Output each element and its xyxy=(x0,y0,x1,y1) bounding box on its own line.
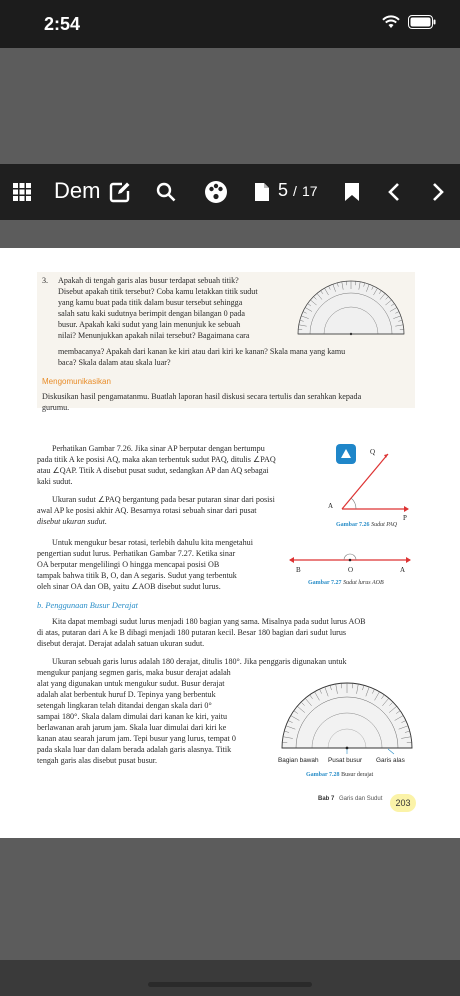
para4-line: Kita dapat membagi sudut lurus menjadi 180 bagian yang sama. Misalnya pada sudut lurus AOB xyxy=(52,617,366,626)
q3-line: Apakah di tengah garis alas busur terdapat sebuah titik? xyxy=(58,276,239,285)
para3-line: oleh sinar OA dan OB, yaitu ∠AOB disebut sudut lurus. xyxy=(37,582,221,591)
grid-icon xyxy=(12,182,32,202)
page-info-button[interactable] xyxy=(250,164,274,220)
home-indicator[interactable] xyxy=(148,982,312,987)
page-counter[interactable] xyxy=(278,180,318,201)
q3-line: salah satu kaki sudutnya berimpit dengan bilangan 0 pada xyxy=(58,309,246,318)
para5-first-line: Ukuran sebuah garis lurus adalah 180 derajat, ditulis 180°. Jika penggaris digunakan untuk xyxy=(52,657,347,666)
para1-line: kaki sudut. xyxy=(37,477,73,486)
search-button[interactable] xyxy=(150,164,182,220)
fig27-label-b: B xyxy=(296,566,301,574)
fig28-caption-number: Gambar 7.28 xyxy=(306,772,340,778)
viewer-background-top xyxy=(0,48,460,164)
para5-line: sampai 180°. Skala dalam dimulai dari kanan ke kiri, yaitu xyxy=(37,712,228,721)
edit-icon xyxy=(109,181,131,203)
page-current: 5 xyxy=(278,180,289,200)
q3-line: membacanya? Apakah dari kanan ke kiri atau dari kiri ke kanan? Skala mana yang kamu xyxy=(58,347,346,356)
para5-line: tengah garis alas disebut pusat busur. xyxy=(37,756,158,765)
fig28-label-base: Garis alas xyxy=(376,757,405,764)
status-time: 2:54 xyxy=(44,14,81,34)
para3-line: OA berputar mengelilingi O hingga mencapai posisi OB xyxy=(37,560,220,569)
palette-icon xyxy=(204,180,228,204)
protractor-small-figure xyxy=(294,276,408,338)
status-bar xyxy=(0,0,460,48)
previous-page-button[interactable] xyxy=(380,164,408,220)
pdf-page[interactable] xyxy=(0,248,460,838)
viewer-background-bottom xyxy=(0,838,460,960)
para3-line: pengertian sudut lurus. Perhatikan Gambar 7.27. Ketika sinar xyxy=(37,549,236,558)
fig28-label-bottom: Bagian bawah xyxy=(278,757,319,764)
figure-7-28-protractor xyxy=(276,668,418,770)
page-number-badge: 203 xyxy=(390,794,416,812)
status-icons xyxy=(382,15,436,29)
reading-mode-button[interactable] xyxy=(200,164,232,220)
footer-title: Garis dan Sudut xyxy=(339,796,383,802)
communicate-heading: Mengomunikasikan xyxy=(42,377,111,386)
para2-line: awal AP ke posisi akhir AQ. Besarnya rotasi sebuah sinar dari pusat xyxy=(37,506,257,515)
para5-line: berlawanan arah jarum jam. Skala luar dimulai dari kiri ke xyxy=(37,723,227,732)
q3-line: busur. Apakah kaki sudut yang lain menunjuk ke sebuah xyxy=(58,320,241,329)
para2-line: Ukuran sudut ∠PAQ bergantung pada besar putaran sinar dari posisi xyxy=(52,495,275,504)
para5-line: mengukur panjang segmen garis, maka busur derajat adalah xyxy=(37,668,231,677)
footer-chapter: Bab 7 xyxy=(318,796,335,802)
next-page-button[interactable] xyxy=(424,164,452,220)
figure-7-27 xyxy=(284,548,416,576)
fig27-caption xyxy=(308,580,384,586)
figure-7-26 xyxy=(324,442,416,524)
para5-line: setengah lingkaran telah ditandai dengan skala dari 0° xyxy=(37,701,212,710)
fig27-label-o: O xyxy=(348,566,354,574)
para4-line: disebut derajat. Derajat adalah satuan ukuran sudut. xyxy=(37,639,205,648)
fig28-caption-text: Busur derajat xyxy=(341,772,374,778)
bookmark-button[interactable] xyxy=(338,164,366,220)
para5-line: adalah alat berbentuk huruf D. Tepinya yang berbentuk xyxy=(37,690,216,699)
fig26-caption xyxy=(336,522,397,528)
page-total: 17 xyxy=(301,183,318,199)
section-heading-b: b. Penggunaan Busur Derajat xyxy=(37,601,138,610)
para3-line: tampak bahwa titik B, O, dan A segaris. Sudut yang terbentuk xyxy=(37,571,237,580)
search-icon xyxy=(156,182,176,202)
fig27-caption-number: Gambar 7.27 xyxy=(308,580,342,586)
fig28-caption xyxy=(306,772,373,778)
para3-line: Untuk mengukur besar rotasi, terlebih dahulu kita mengetahui xyxy=(52,538,253,547)
bookmark-icon xyxy=(344,182,360,202)
q3-line: baca? Skala dalam atau skala luar? xyxy=(58,358,171,367)
fig26-label-q: Q xyxy=(370,448,376,456)
fig26-label-a: A xyxy=(328,502,334,510)
para1-line: Perhatikan Gambar 7.26. Jika sinar AP berputar dengan bertumpu xyxy=(52,444,265,453)
chevron-right-icon xyxy=(431,182,445,202)
page-separator: / xyxy=(293,183,297,199)
question-number: 3. xyxy=(42,276,49,285)
viewer-background-gap xyxy=(0,220,460,248)
fig28-label-center: Pusat busur xyxy=(328,757,363,764)
fig26-label-p: P xyxy=(403,514,407,522)
communicate-text-line: gurumu. xyxy=(42,403,70,412)
grid-view-button[interactable] xyxy=(6,164,38,220)
para5-line: kanan atau searah jarum jam. Tepi busur yang lurus, tempat 0 xyxy=(37,734,236,743)
para1-line: atau ∠QAP. Titik A disebut pusat sudut, sedangkan AP dan AQ sebagai xyxy=(37,466,269,475)
chevron-left-icon xyxy=(387,182,401,202)
edit-button[interactable] xyxy=(104,164,136,220)
page-footer xyxy=(318,796,382,802)
q3-line: Disebut apakah titik tersebut? Coba kamu letakkan titik sudut xyxy=(58,287,258,296)
para5-line: alat yang digunakan untuk mengukur sudut. Busur derajat xyxy=(37,679,225,688)
para1-line: pada titik A ke posisi AQ, maka akan terbentuk sudut PAQ, ditulis ∠PAQ xyxy=(37,455,276,464)
document-icon xyxy=(254,182,270,202)
document-title[interactable]: Dem xyxy=(54,178,100,203)
fig26-caption-text: Sudut PAQ xyxy=(371,522,398,528)
fig26-caption-number: Gambar 7.26 xyxy=(336,522,370,528)
wifi-icon xyxy=(382,15,400,29)
q3-line: yang kamu buat pada titik dalam busur tersebut sehingga xyxy=(58,298,243,307)
document-toolbar xyxy=(0,164,460,220)
fig27-label-a: A xyxy=(400,566,406,574)
q3-line: nilai? Menunjukkan apakah nilai tersebut? Bagaimana cara xyxy=(58,331,250,340)
bottom-bar xyxy=(0,960,460,996)
battery-icon xyxy=(408,15,436,29)
para4-line: di atas, putaran dari A ke B dibagi menjadi 180 putaran kecil. Besar 180 bagian dari sudut lurus xyxy=(37,628,347,637)
fig27-caption-text: Sudut lurus AOB xyxy=(343,580,384,586)
communicate-text-line: Diskusikan hasil pengamatanmu. Buatlah laporan hasil diskusi secara tertulis dan serahkan kepada xyxy=(42,392,362,401)
para2-line: disebut ukuran sudut. xyxy=(37,517,107,526)
para5-line: pada skala luar dan dalam berada adalah garis alasnya. Titik xyxy=(37,745,232,754)
